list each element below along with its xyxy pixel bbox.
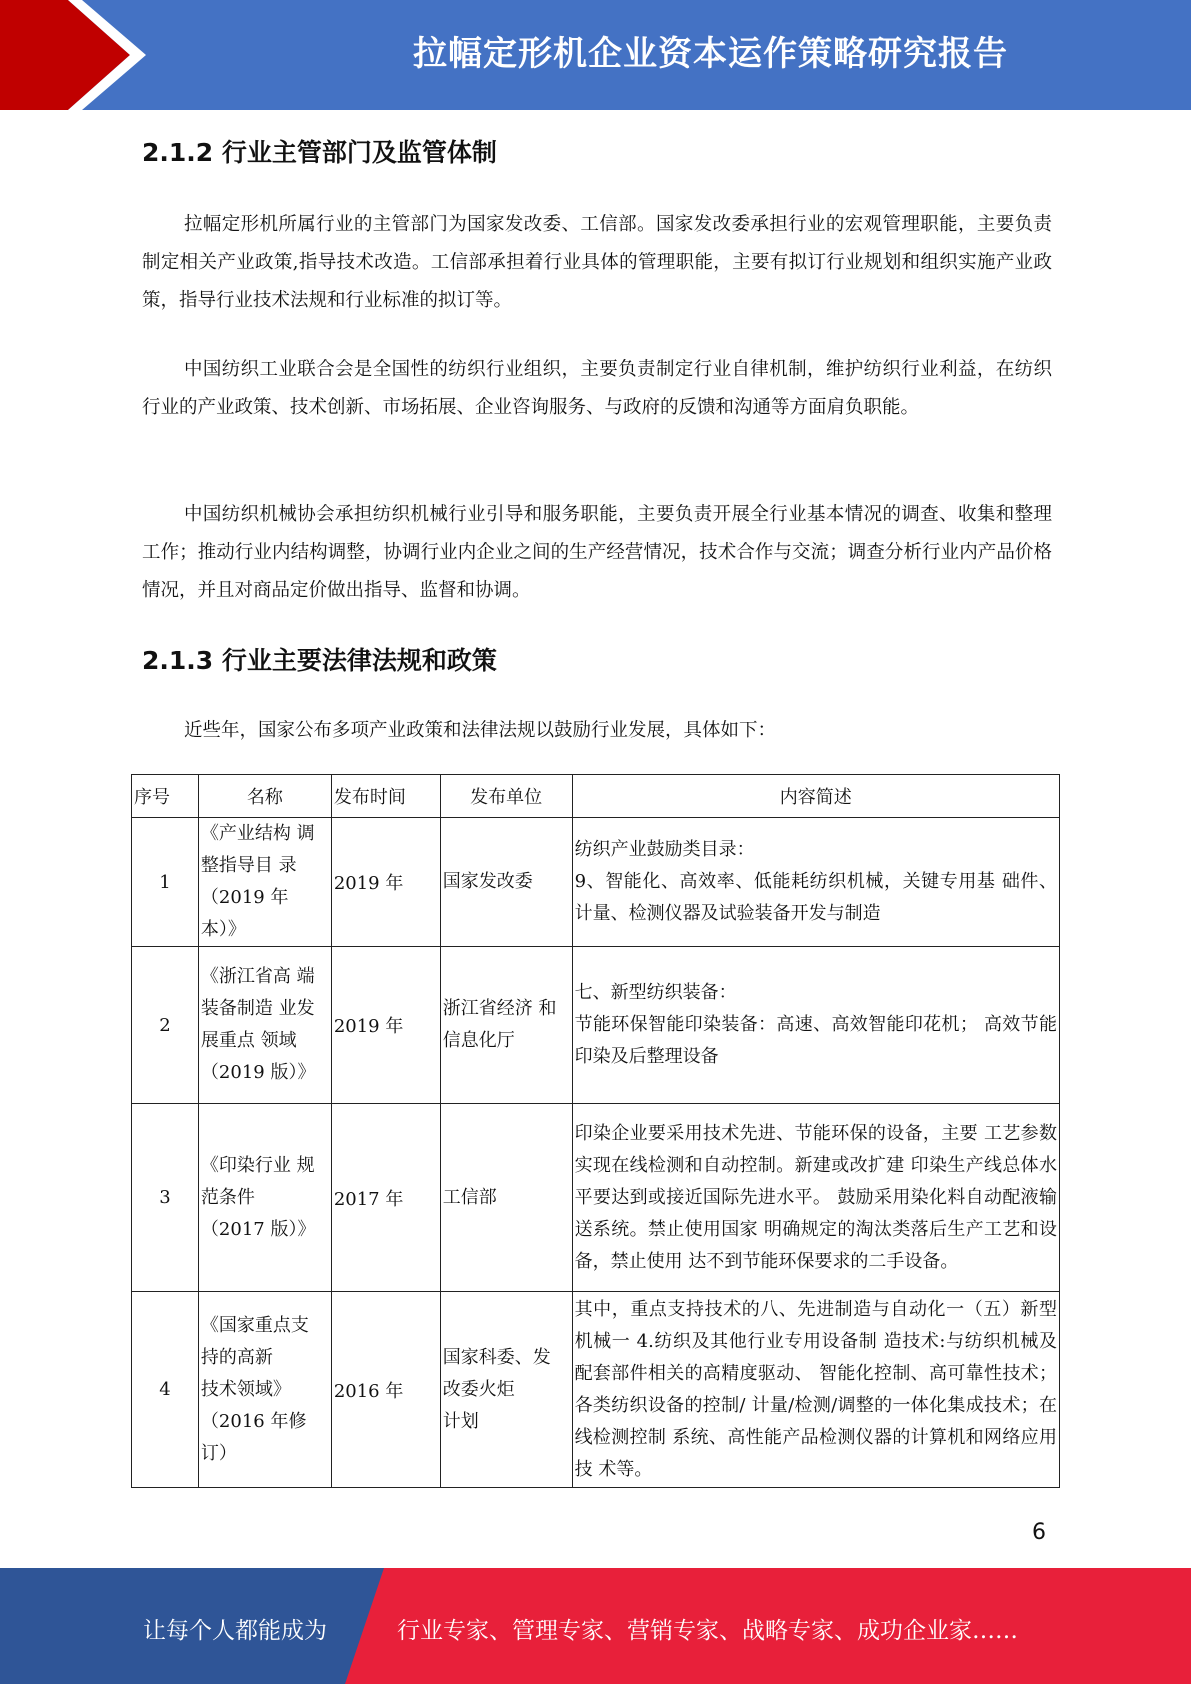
row-name-line: 装备制造 业发 (200, 998, 315, 1019)
row-issuer (440, 818, 572, 947)
paragraph-2: 中国纺织工业联合会是全国性的纺织行业组织，主要负责制定行业自律机制，维护纺织行业利益，在纺织行业的产业政策、技术创新、市场拓展、企业咨询服务、与政府的反馈和沟通等方面肩负职能。 (142, 359, 1052, 418)
row-content (572, 1104, 1059, 1292)
row-name-line: （2016 年修 (200, 1410, 307, 1432)
row-date: 2017 年 (331, 1104, 440, 1292)
row-number: 1 (132, 818, 199, 947)
page-number: 6 (1032, 1520, 1046, 1545)
row-content-line: 纺织产业鼓励类目录： (574, 839, 755, 860)
row-number: 4 (132, 1292, 199, 1488)
section-heading-2-1-3: 2.1.3 行业主要法律法规和政策 (142, 646, 497, 675)
row-name-line: 本）》 (200, 919, 246, 940)
table-row (132, 947, 1060, 1104)
row-content-line: 其中，重点支持技术的八、先进制造与自动化一（五）新型机械一 4.纺织及其他行业专用设备制 造技术:与纺织机械及配套部件相关的高精度驱动、 智能化控制、高可靠性技术；各类纺织设备的控制/ 计量/检测/调整的一体化集成技术；在线检测控制 系统、高性能产品检测仪器的计算机和网络应用技 术等。 (574, 1298, 1057, 1480)
row-content-line: 印染企业要采用技术先进、节能环保的设备，主要 工艺参数实现在线检测和自动控制。新建或改扩建 印染生产线总体水平要达到或接近国际先进水平。 鼓励采用染化料自动配液输送系统。禁止使用国家 明确规定的淘汰类落后生产工艺和设备，禁止使用 达不到节能环保要求的二手设备。 (574, 1122, 1057, 1272)
footer-slogan-left: 让每个人都能成为 (143, 1618, 327, 1644)
row-name-line: 持的高新 (200, 1346, 273, 1368)
row-issuer-line: 国家发改委 (442, 871, 533, 892)
row-name (198, 818, 331, 947)
row-content-line: 9、智能化、高效率、低能耗纺织机械，关键专用基 础件、计量、检测仪器及试验装备开发与制造 (574, 871, 1057, 924)
row-name-line: （2019 版）》 (200, 1062, 316, 1083)
header-content: 内容简述 (572, 775, 1059, 818)
paragraph-1: 拉幅定形机所属行业的主管部门为国家发改委、工信部。国家发改委承担行业的宏观管理职能，主要负责制定相关产业政策,指导技术改造。工信部承担着行业具体的管理职能，主要有拟订行业规划和组织实施产业政策，指导行业技术法规和行业标准的拟订等。 (142, 214, 1052, 311)
row-issuer (440, 947, 572, 1104)
row-issuer (440, 1104, 572, 1292)
row-name-line: 技术领域》 (200, 1378, 291, 1400)
table-body (132, 818, 1060, 1488)
row-name-line: 整指导目 录 (200, 855, 297, 876)
row-issuer-line: 工信部 (442, 1186, 497, 1208)
paragraph-3: 中国纺织机械协会承担纺织机械行业引导和服务职能，主要负责开展全行业基本情况的调查、收集和整理工作；推动行业内结构调整，协调行业内企业之间的生产经营情况，技术合作与交流；调查分析行业内产品价格情况，并且对商品定价做出指导、监督和协调。 (142, 504, 1052, 601)
table-row (132, 818, 1060, 947)
row-date: 2019 年 (331, 818, 440, 947)
row-content-line: 七、新型纺织装备： (574, 982, 737, 1003)
row-issuer-line: 改委火炬 (442, 1378, 515, 1400)
row-name-line: 展重点 领域 (200, 1030, 297, 1051)
header-no: 序号 (132, 775, 199, 818)
row-name-line: 订） (200, 1442, 237, 1464)
row-name-line: （2019 年 (200, 887, 289, 908)
table-row (132, 1292, 1060, 1488)
row-name (198, 1292, 331, 1488)
row-content (572, 947, 1059, 1104)
header-date: 发布时间 (331, 775, 440, 818)
row-issuer (440, 1292, 572, 1488)
row-content (572, 1292, 1059, 1488)
section-heading-2-1-2: 2.1.2 行业主管部门及监管体制 (142, 138, 497, 167)
policy-table (131, 774, 1060, 1488)
row-name-line: 《产业结构 调 (200, 823, 315, 844)
row-number: 2 (132, 947, 199, 1104)
row-name-line: 《国家重点支 (200, 1314, 309, 1336)
row-name (198, 947, 331, 1104)
table-intro: 近些年，国家公布多项产业政策和法律法规以鼓励行业发展，具体如下： (184, 720, 777, 741)
page-header (0, 0, 1191, 110)
row-issuer-line: 计划 (442, 1410, 479, 1432)
table-row (132, 1104, 1060, 1292)
table-header-row (132, 775, 1060, 818)
row-date: 2016 年 (331, 1292, 440, 1488)
row-issuer-line: 信息化厅 (442, 1030, 515, 1051)
row-content-line: 节能环保智能印染装备：高速、高效智能印花机； 高效节能印染及后整理设备 (574, 1014, 1057, 1067)
report-title: 拉幅定形机企业资本运作策略研究报告 (413, 34, 1008, 74)
row-name (198, 1104, 331, 1292)
row-number: 3 (132, 1104, 199, 1292)
row-issuer-line: 国家科委、发 (442, 1346, 551, 1368)
row-name-line: （2017 版）》 (200, 1218, 316, 1240)
header-name: 名称 (198, 775, 331, 818)
row-name-line: 《印染行业 规 (200, 1154, 315, 1176)
footer-slogan-right: 行业专家、管理专家、营销专家、战略专家、成功企业家…… (397, 1618, 1018, 1644)
row-date: 2019 年 (331, 947, 440, 1104)
row-content (572, 818, 1059, 947)
header-issuer: 发布单位 (440, 775, 572, 818)
row-name-line: 《浙江省高 端 (200, 966, 315, 987)
page-footer (0, 1568, 1191, 1684)
row-issuer-line: 浙江省经济 和 (442, 998, 557, 1019)
row-name-line: 范条件 (200, 1186, 255, 1208)
